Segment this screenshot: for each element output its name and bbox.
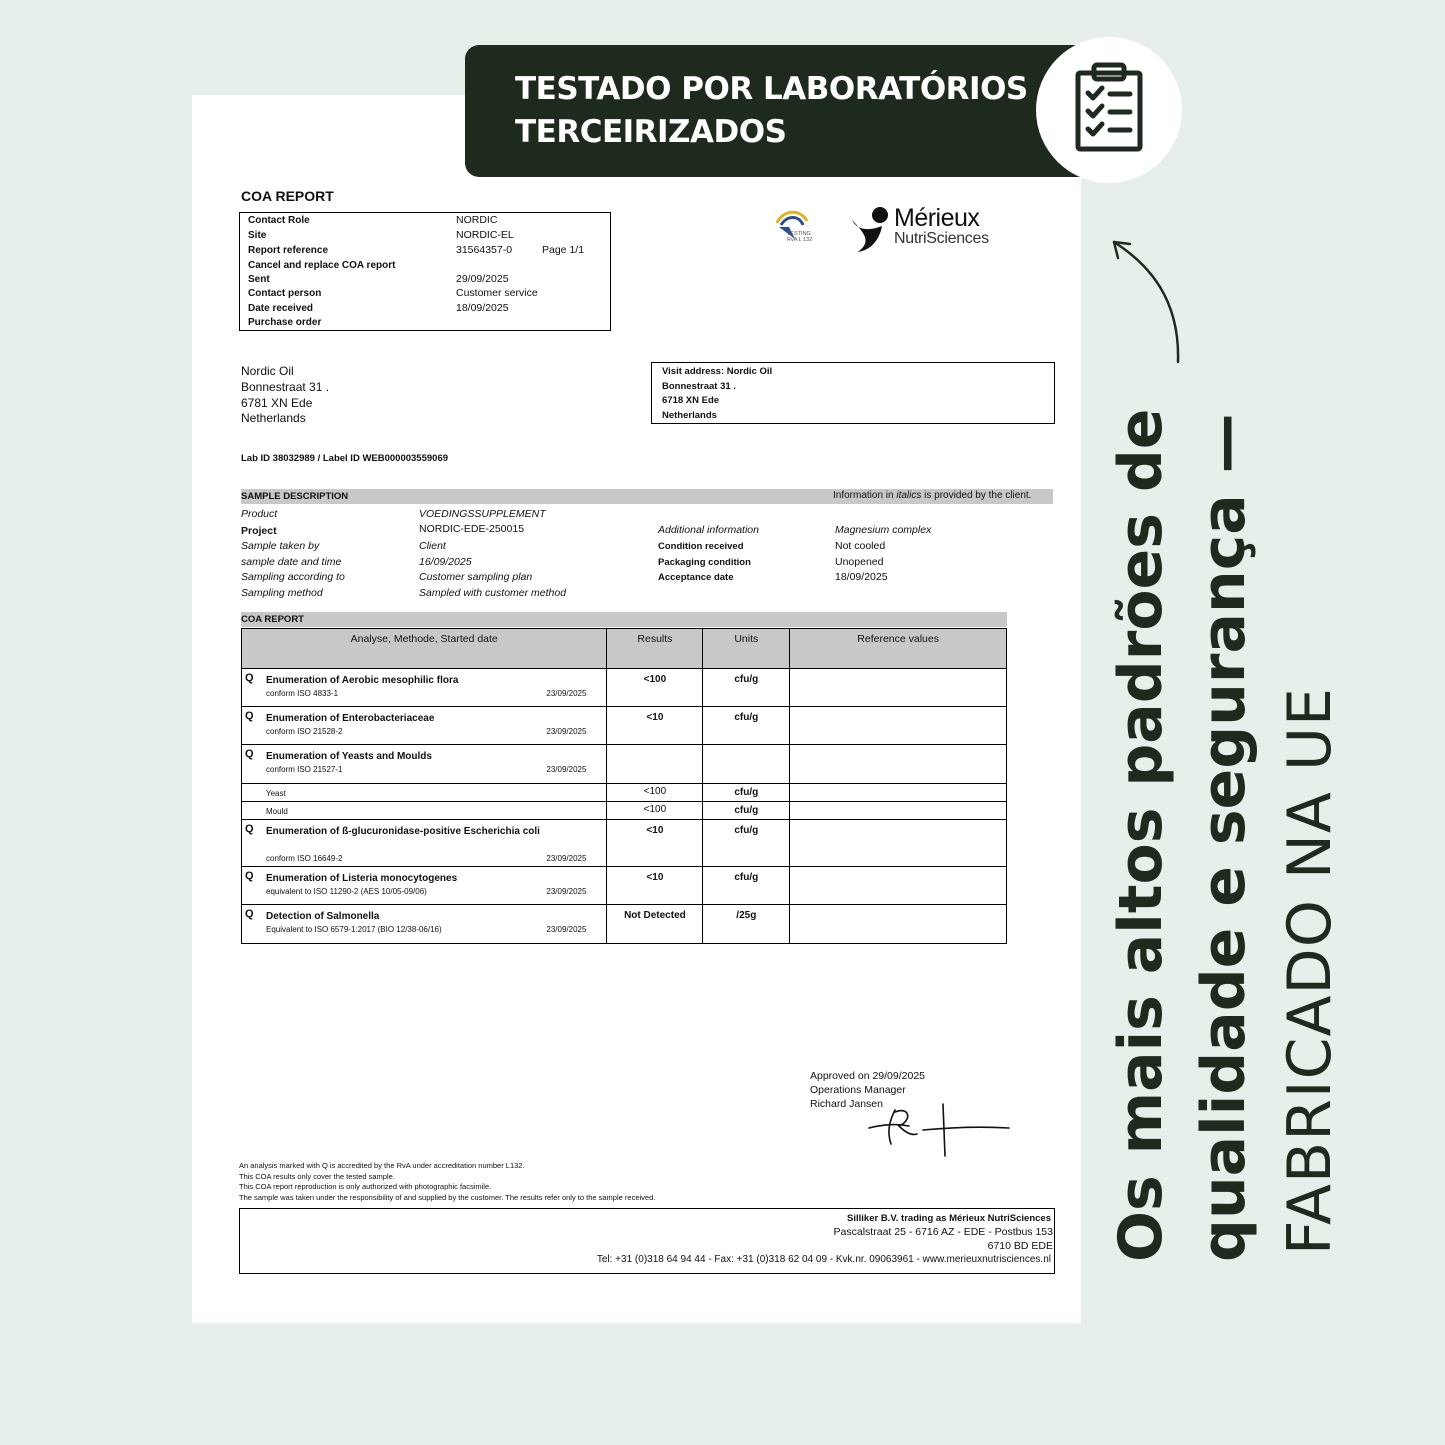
reference-cell <box>790 707 1007 745</box>
logo-name-sub: NutriSciences <box>894 230 989 247</box>
table-row <box>242 669 1007 707</box>
analysis-date: 23/09/2025 <box>546 689 587 698</box>
merieux-mark-icon <box>850 204 892 254</box>
banner-title <box>515 68 1028 154</box>
analysis-name: Enumeration of Listeria monocytogenes <box>266 873 458 884</box>
table-row <box>242 745 1007 784</box>
merieux-logo <box>850 204 1005 256</box>
address-line: Netherlands <box>241 411 306 425</box>
lab-id: Lab ID 38032989 / Label ID WEB000003559069 <box>241 453 449 464</box>
banner-line-1: TESTADO POR LABORATÓRIOS <box>515 71 1028 107</box>
unit-cell: cfu/g <box>703 784 790 802</box>
visit-line: Netherlands <box>662 410 717 421</box>
meta-value: 29/09/2025 <box>456 273 509 285</box>
subrow-name: Yeast <box>266 789 286 798</box>
sample-label: Acceptance date <box>658 572 734 583</box>
q-mark: Q <box>245 672 254 684</box>
analysis-cell <box>242 802 607 820</box>
results-table <box>241 628 1007 944</box>
sample-label: Project <box>241 525 277 537</box>
result-cell: <100 <box>607 802 703 820</box>
sample-label: sample date and time <box>241 556 342 568</box>
side-slogan-line-3: FABRICADO NA UE <box>1275 687 1345 1255</box>
analysis-name: Enumeration of Yeasts and Moulds <box>266 751 432 762</box>
analysis-cell <box>242 905 607 944</box>
reference-cell <box>790 745 1007 784</box>
meta-label: Purchase order <box>248 317 322 328</box>
table-subrow <box>242 802 1007 820</box>
unit-cell: /25g <box>703 905 790 944</box>
sample-header: SAMPLE DESCRIPTION <box>241 491 349 502</box>
analysis-cell <box>242 784 607 802</box>
meta-label: Sent <box>248 274 270 285</box>
reference-cell <box>790 669 1007 707</box>
result-cell: <10 <box>607 707 703 745</box>
unit-cell: cfu/g <box>703 669 790 707</box>
address-line: 6781 XN Ede <box>241 396 313 410</box>
analysis-method: Equivalent to ISO 6579-1:2017 (BIO 12/38-06/16) <box>266 925 442 934</box>
visit-line: Visit address: Nordic Oil <box>662 366 773 377</box>
meta-value: Customer service <box>456 287 538 299</box>
sample-value: Customer sampling plan <box>419 571 533 583</box>
table-header: Results <box>607 629 703 669</box>
meta-value: NORDIC <box>456 214 498 226</box>
table-row <box>242 707 1007 745</box>
analysis-name: Enumeration of Aerobic mesophilic flora <box>266 675 459 686</box>
approval-date: Approved on 29/09/2025 <box>810 1070 926 1082</box>
analysis-date: 23/09/2025 <box>546 727 587 736</box>
rva-logo <box>773 205 813 253</box>
sample-label: Condition received <box>658 541 744 552</box>
reference-cell <box>790 784 1007 802</box>
coa-header: COA REPORT <box>241 614 304 625</box>
analysis-cell <box>242 867 607 905</box>
subrow-name: Mould <box>266 807 288 816</box>
meta-value: 18/09/2025 <box>456 302 509 314</box>
q-mark: Q <box>245 823 254 835</box>
visit-line: Bonnestraat 31 . <box>662 381 736 392</box>
meta-value: 31564357-0 <box>456 244 513 256</box>
q-mark: Q <box>245 748 254 760</box>
address-line: Bonnestraat 31 . <box>241 380 330 394</box>
analysis-method: equivalent to ISO 11290-2 (AES 10/05-09/06) <box>266 887 427 896</box>
unit-cell: cfu/g <box>703 820 790 867</box>
clipboard-checklist-icon <box>1036 37 1182 183</box>
footnote: The sample was taken under the responsibility of and supplied by the customer. The results refer only to the sample received. <box>239 1193 656 1202</box>
sample-value: Not cooled <box>835 540 886 552</box>
sample-value: Client <box>419 540 446 552</box>
analysis-name: Enumeration of ß-glucuronidase-positive Escherichia coli <box>266 826 540 837</box>
meta-label: Contact Role <box>248 215 310 226</box>
footnote: This COA results only cover the tested sample. <box>239 1172 395 1181</box>
table-header: Analyse, Methode, Started date <box>242 629 607 669</box>
result-cell: <10 <box>607 820 703 867</box>
unit-cell: cfu/g <box>703 707 790 745</box>
result-cell: <100 <box>607 784 703 802</box>
sample-label: Sample taken by <box>241 540 320 552</box>
logo-name-main: Mérieux <box>894 204 980 232</box>
sample-label: Packaging condition <box>658 557 751 568</box>
analysis-cell <box>242 745 607 784</box>
unit-cell: cfu/g <box>703 802 790 820</box>
reference-cell <box>790 867 1007 905</box>
q-mark: Q <box>245 870 254 882</box>
analysis-name: Detection of Salmonella <box>266 911 380 922</box>
company-address: Pascalstraat 25 - 6716 AZ - EDE - Postbus 153 <box>833 1226 1053 1238</box>
table-subrow <box>242 784 1007 802</box>
sample-value: 16/09/2025 <box>419 556 472 568</box>
table-header-row <box>242 629 1007 669</box>
meta-label: Report reference <box>248 245 329 256</box>
analysis-cell <box>242 707 607 745</box>
rva-text: TESTING RvA L 132 <box>787 231 813 243</box>
rva-mark-icon <box>773 205 813 253</box>
page-number: Page 1/1 <box>542 244 585 256</box>
analysis-method: conform ISO 21527-1 <box>266 765 343 774</box>
unit-cell: cfu/g <box>703 867 790 905</box>
sample-label: Sampling method <box>241 587 323 599</box>
sample-value: NORDIC-EDE-250015 <box>419 523 525 535</box>
sample-value: Magnesium complex <box>835 524 932 536</box>
sample-value: Sampled with customer method <box>419 587 567 599</box>
sample-value: VOEDINGSSUPPLEMENT <box>419 508 546 520</box>
visit-line: 6718 XN Ede <box>662 395 720 406</box>
footnote: This COA report reproduction is only authorized with photographic facsimile. <box>239 1182 492 1191</box>
analysis-method: conform ISO 21528-2 <box>266 727 343 736</box>
meta-label: Contact person <box>248 288 322 299</box>
signature-mark <box>865 1098 1015 1160</box>
table-header: Units <box>703 629 790 669</box>
meta-label: Cancel and replace COA report <box>248 260 396 271</box>
coa-header-bar <box>241 612 1007 627</box>
sample-value: Unopened <box>835 556 884 568</box>
footnote: An analysis marked with Q is accredited by the RvA under accreditation number L132. <box>239 1161 525 1170</box>
unit-cell <box>703 745 790 784</box>
result-cell: <10 <box>607 867 703 905</box>
curved-arrow-icon <box>1100 230 1190 370</box>
sample-label: Product <box>241 508 278 520</box>
table-row <box>242 867 1007 905</box>
result-cell: <100 <box>607 669 703 707</box>
banner-line-2: TERCEIRIZADOS <box>515 114 787 150</box>
meta-label: Site <box>248 230 267 241</box>
report-title: COA REPORT <box>241 188 334 204</box>
address-line: Nordic Oil <box>241 364 294 378</box>
company-contact: Tel: +31 (0)318 64 94 44 - Fax: +31 (0)318 62 04 09 - Kvk.nr. 09063961 - www.merieuxnutrisciences.nl <box>596 1254 1051 1265</box>
q-mark: Q <box>245 710 254 722</box>
analysis-cell <box>242 669 607 707</box>
clipboard-badge <box>1036 37 1182 183</box>
analysis-date: 23/09/2025 <box>546 887 587 896</box>
q-mark: Q <box>245 908 254 920</box>
result-cell: Not Detected <box>607 905 703 944</box>
table-row <box>242 905 1007 944</box>
analysis-method: conform ISO 4833-1 <box>266 689 339 698</box>
sample-label: Additional information <box>658 524 759 536</box>
sample-note: Information in italics is provided by the client. <box>833 490 1032 501</box>
sample-label: Sampling according to <box>241 571 345 583</box>
meta-label: Date received <box>248 303 314 314</box>
side-slogan-line-1: Os mais altos padrões de <box>1106 408 1176 1262</box>
table-row <box>242 820 1007 867</box>
analysis-date: 23/09/2025 <box>546 925 587 934</box>
reference-cell <box>790 905 1007 944</box>
reference-cell <box>790 820 1007 867</box>
analysis-date: 23/09/2025 <box>546 854 587 863</box>
analysis-cell <box>242 820 607 867</box>
analysis-date: 23/09/2025 <box>546 765 587 774</box>
result-cell <box>607 745 703 784</box>
reference-cell <box>790 802 1007 820</box>
approval-role: Operations Manager <box>810 1084 906 1096</box>
approval-name: Richard Jansen <box>810 1098 883 1110</box>
company-name: Silliker B.V. trading as Mérieux NutriSciences <box>847 1213 1051 1224</box>
meta-value: NORDIC-EL <box>456 229 514 241</box>
company-postcode: 6710 BD EDE <box>987 1240 1053 1252</box>
table-header: Reference values <box>790 629 1007 669</box>
analysis-method: conform ISO 16649-2 <box>266 854 343 863</box>
sample-value: 18/09/2025 <box>835 571 888 583</box>
side-slogan-line-2: qualidade e segurança — <box>1189 413 1259 1262</box>
analysis-name: Enumeration of Enterobacteriaceae <box>266 713 435 724</box>
